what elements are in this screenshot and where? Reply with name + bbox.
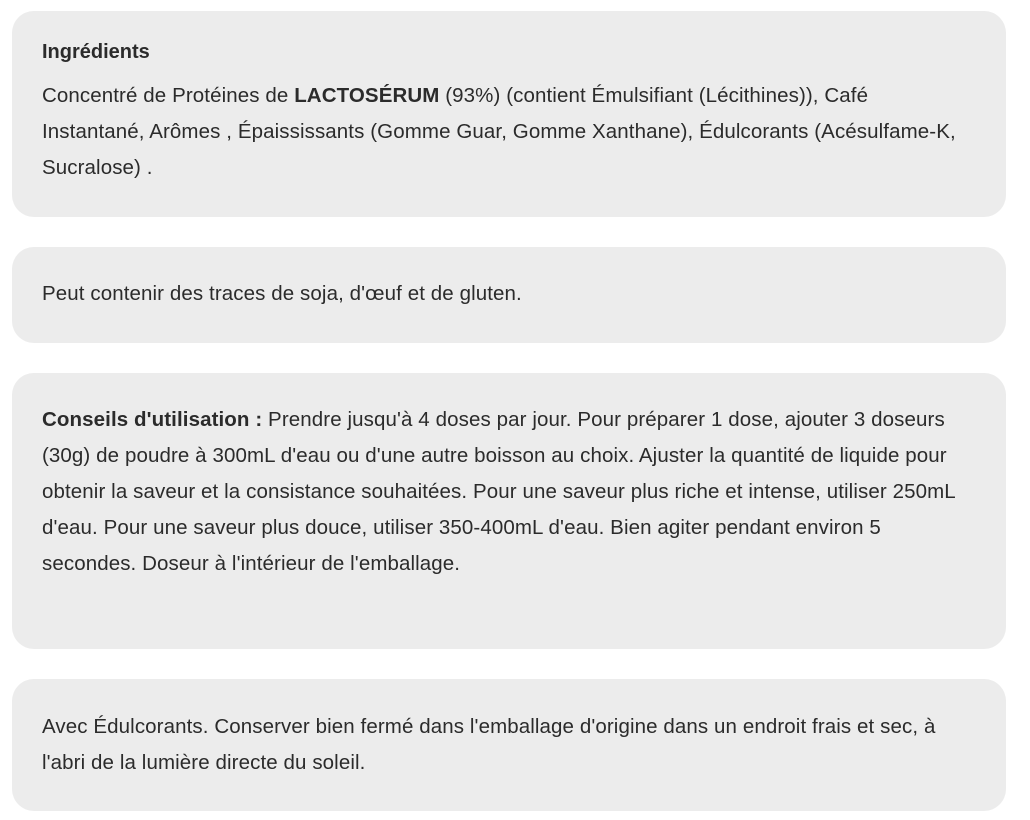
ingredients-text-start: Concentré de Protéines de bbox=[42, 84, 295, 107]
ingredients-allergen-bold: LACTOSÉRUM bbox=[294, 84, 440, 107]
ingredients-text-end: (93%) (contient Émulsifiant (Lécithines)), Café Instantané, Arômes , Épaississants (Gomme Guar, Gomme Xanthane), Édulcorants (Acésulfame-K, Sucralose) . bbox=[42, 84, 956, 179]
allergens-text: Peut contenir des traces de soja, d'œuf et de gluten. bbox=[42, 282, 522, 305]
ingredients-heading: Ingrédients bbox=[42, 41, 150, 63]
allergens-card bbox=[12, 247, 1006, 343]
usage-instructions: Prendre jusqu'à 4 doses par jour. Pour préparer 1 dose, ajouter 3 doseurs (30g) de poudre à 300mL d'eau ou d'une autre boisson au choix. Ajuster la quantité de liquide pour obtenir la saveur et la consistance souhaitées. Pour une saveur plus riche et intense, utiliser 250mL d'eau. Pour une saveur plus douce, utiliser 350-400mL d'eau. Bien agiter pendant environ 5 secondes. Doseur à l'intérieur de l'emballage. bbox=[42, 408, 955, 575]
storage-card bbox=[12, 679, 1006, 811]
ingredients-text bbox=[42, 78, 976, 186]
usage-text bbox=[42, 402, 976, 582]
ingredients-card bbox=[12, 11, 1006, 217]
usage-card bbox=[12, 373, 1006, 649]
storage-text: Avec Édulcorants. Conserver bien fermé dans l'emballage d'origine dans un endroit frais et sec, à l'abri de la lumière directe du soleil. bbox=[42, 715, 936, 774]
usage-label: Conseils d'utilisation : bbox=[42, 408, 263, 431]
